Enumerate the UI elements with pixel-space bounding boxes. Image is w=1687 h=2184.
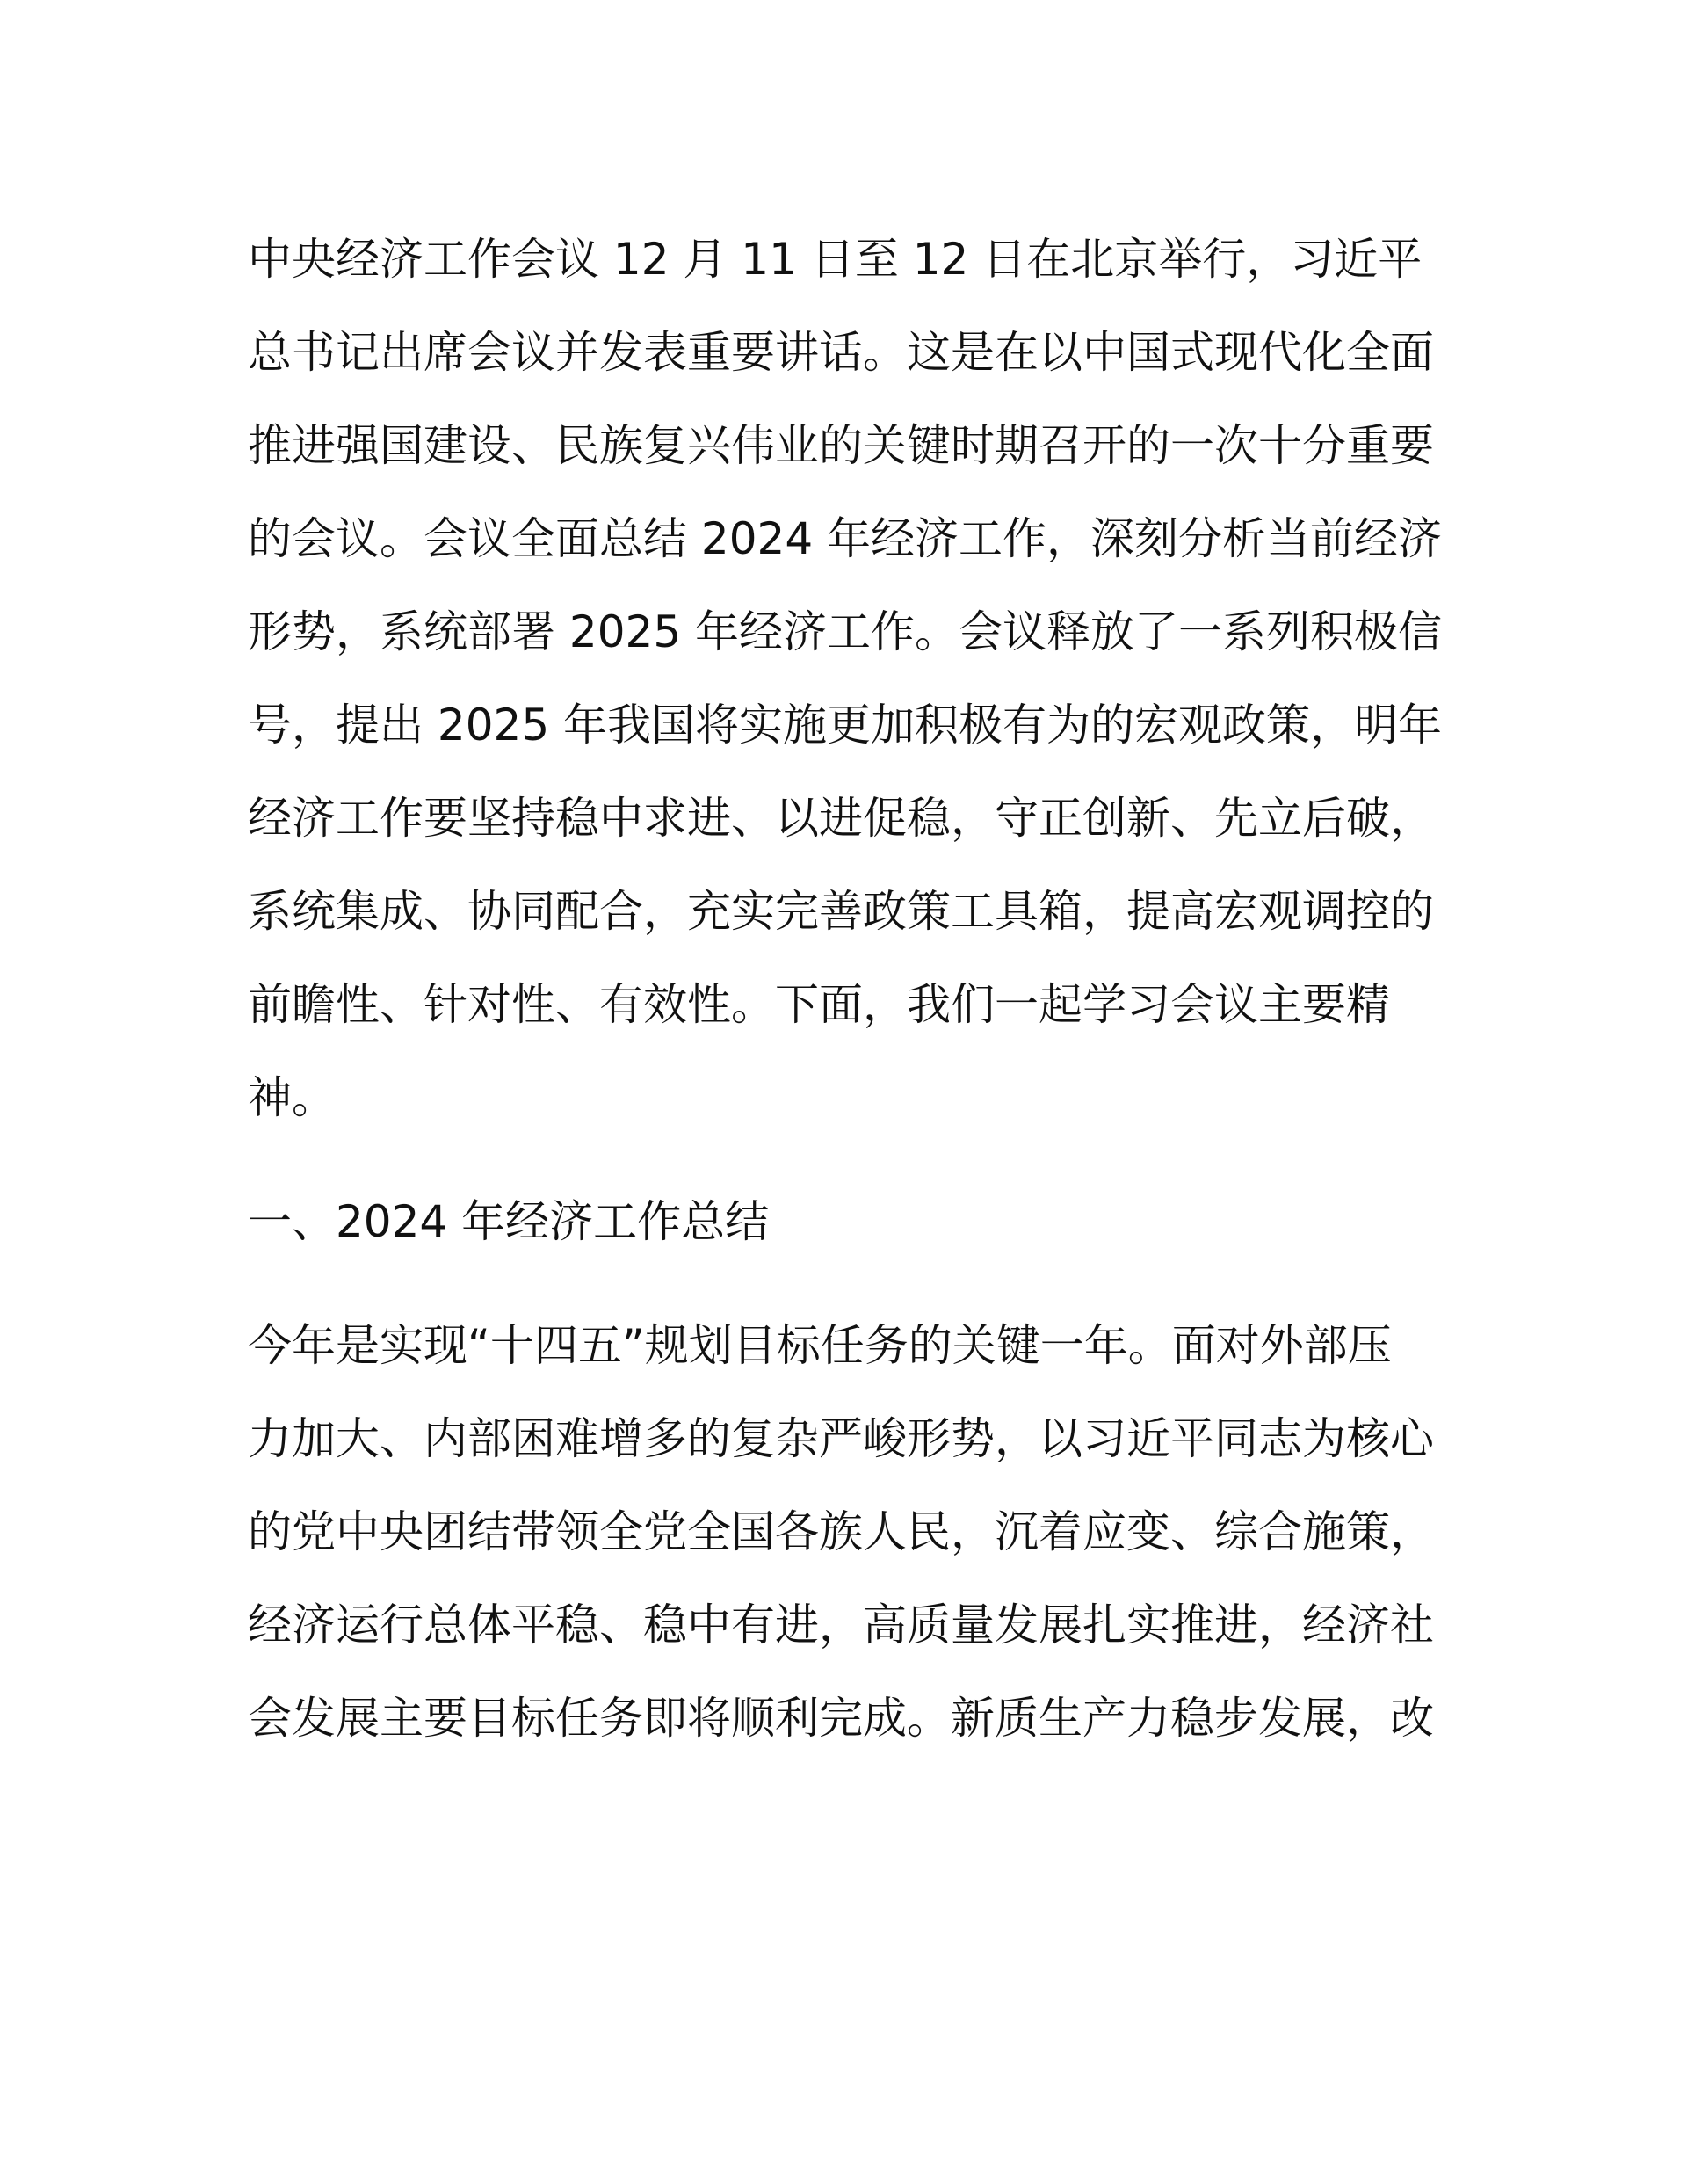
paragraph-line: 力加大、内部困难增多的复杂严峻形势，以习近平同志为核心: [248, 1413, 1434, 1464]
paragraph-line: 形势，系统部署 2025 年经济工作。会议释放了一系列积极信: [248, 606, 1443, 657]
paragraph-line: 推进强国建设、民族复兴伟业的关键时期召开的一次十分重要: [248, 420, 1434, 471]
paragraph-line: 经济工作要坚持稳中求进、以进促稳，守正创新、先立后破，: [248, 793, 1434, 844]
summary-paragraph: [248, 1299, 1443, 1765]
document-body: [248, 213, 1443, 1765]
paragraph-line: 中央经济工作会议 12 月 11 日至 12 日在北京举行，习近平: [248, 234, 1423, 285]
paragraph-line: 的会议。会议全面总结 2024 年经济工作，深刻分析当前经济: [248, 513, 1443, 564]
section-heading: 一、2024 年经济工作总结: [248, 1196, 770, 1247]
paragraph-spacer: [248, 1268, 1443, 1299]
paragraph-line: 的党中央团结带领全党全国各族人民，沉着应变、综合施策，: [248, 1506, 1434, 1557]
paragraph-line: 号，提出 2025 年我国将实施更加积极有为的宏观政策，明年: [248, 700, 1443, 751]
paragraph-line: 系统集成、协同配合，充实完善政策工具箱，提高宏观调控的: [248, 886, 1434, 937]
paragraph-line: 总书记出席会议并发表重要讲话。这是在以中国式现代化全面: [248, 327, 1434, 378]
intro-paragraph: [248, 213, 1443, 1144]
paragraph-line: 今年是实现“十四五”规划目标任务的关键一年。面对外部压: [248, 1320, 1392, 1371]
paragraph-spacer: [248, 1144, 1443, 1175]
paragraph-line: 前瞻性、针对性、有效性。下面，我们一起学习会议主要精: [248, 979, 1390, 1030]
paragraph-line: 经济运行总体平稳、稳中有进，高质量发展扎实推进，经济社: [248, 1600, 1434, 1651]
paragraph-line: 会发展主要目标任务即将顺利完成。新质生产力稳步发展，改: [248, 1693, 1434, 1744]
paragraph-line: 神。: [248, 1072, 336, 1123]
